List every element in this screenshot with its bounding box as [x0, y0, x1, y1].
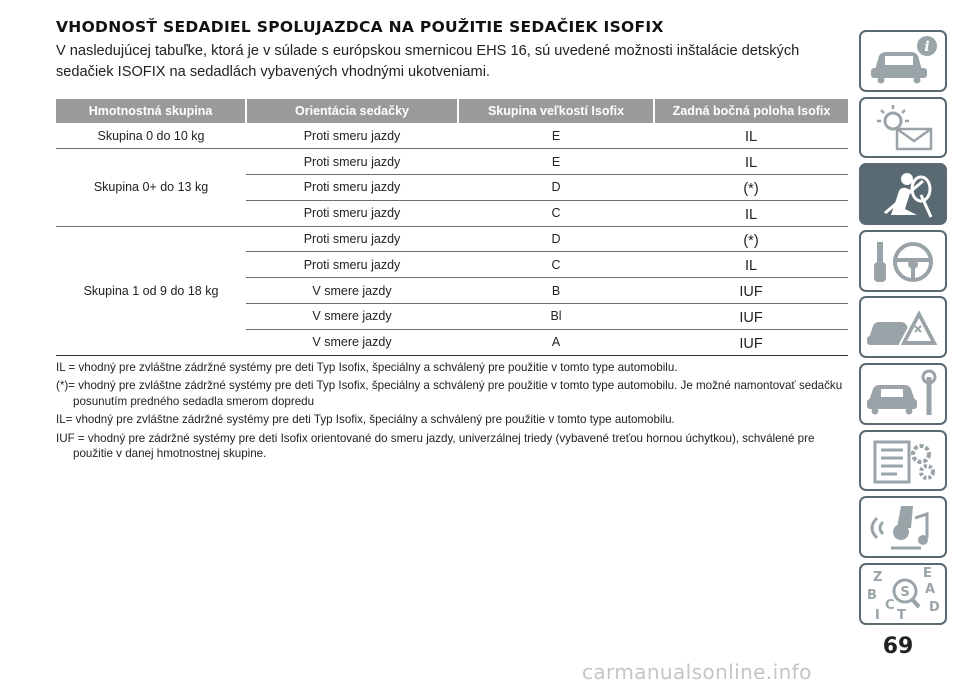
note-il-2 — [56, 412, 848, 427]
size-cell: C — [458, 200, 654, 226]
intro-paragraph: V nasledujúcej tabuľke, ktorá je v súlade s európskou smernicou EHS 16, sú uvedené možnosti inštalácie detských sedačiek ISOFIX na sedadlách vybavených vhodnými ukotveniami. — [56, 43, 800, 80]
tab-starting-driving[interactable] — [859, 230, 947, 292]
note-label: IL = — [56, 360, 79, 374]
weight-group-cell: Skupina 1 od 9 do 18 kg — [56, 226, 246, 355]
position-cell: IUF — [654, 329, 848, 355]
header-weight-group: Hmotnostná skupina — [56, 99, 246, 123]
note-text: vhodný pre zádržné systémy pre deti Isofix orientované do smeru jazdy, univerzálnej triedy (vybavené treťou hornou úchytkou), schválené pre použitie v danej hmotnostnej skupine. — [73, 432, 815, 461]
isofix-table — [56, 99, 848, 356]
note-text: vhodný pre zvláštne zádržné systémy pre deti Typ Isofix, špeciálny a schválený pre použitie v tomto type automobilu. — [78, 360, 678, 374]
orientation-cell: Proti smeru jazdy — [246, 200, 458, 226]
tab-emergency[interactable] — [859, 296, 947, 358]
size-cell: D — [458, 226, 654, 252]
position-cell: IL — [654, 252, 848, 278]
position-cell: IL — [654, 200, 848, 226]
position-cell: (*) — [654, 175, 848, 201]
orientation-cell: Proti smeru jazdy — [246, 123, 458, 149]
tab-maintenance[interactable] — [859, 363, 947, 425]
note-asterisk — [56, 378, 848, 408]
tab-safety[interactable] — [859, 163, 947, 225]
tab-car-info[interactable] — [859, 30, 947, 92]
note-text: vhodný pre zvláštne zádržné systémy pre deti Typ Isofix, špeciálny a schválený pre použitie v tomto type automobilu. — [75, 413, 675, 427]
header-rear-position: Zadná bočná poloha Isofix — [654, 99, 848, 123]
tab-dashboard[interactable] — [859, 97, 947, 159]
index-icon — [861, 565, 945, 623]
watermark: carmanualsonline.info — [582, 660, 812, 684]
table-notes — [56, 360, 848, 462]
index-letter: B — [867, 587, 877, 603]
header-orientation: Orientácia sedačky — [246, 99, 458, 123]
size-cell: E — [458, 123, 654, 149]
index-letter: C — [885, 597, 895, 613]
car-info-icon — [861, 32, 945, 90]
orientation-cell: Proti smeru jazdy — [246, 226, 458, 252]
size-cell: B — [458, 278, 654, 304]
position-cell: IUF — [654, 304, 848, 330]
orientation-cell: Proti smeru jazdy — [246, 149, 458, 175]
orientation-cell: Proti smeru jazdy — [246, 175, 458, 201]
size-cell: Bl — [458, 304, 654, 330]
index-letter: E — [923, 565, 932, 581]
chapter-sidebar — [859, 30, 947, 629]
weight-group-cell: Skupina 0 do 10 kg — [56, 123, 246, 149]
note-label: IUF = — [56, 432, 88, 446]
multimedia-icon — [861, 498, 945, 556]
tab-index[interactable] — [859, 563, 947, 625]
emergency-warning-icon — [861, 298, 945, 356]
car-maintenance-icon — [861, 365, 945, 423]
orientation-cell: V smere jazdy — [246, 304, 458, 330]
header-size-group: Skupina veľkostí Isofix — [458, 99, 654, 123]
technical-data-icon — [861, 432, 945, 490]
size-cell: D — [458, 175, 654, 201]
position-cell: IL — [654, 149, 848, 175]
index-letter: Z — [873, 569, 883, 585]
note-label: IL= — [56, 413, 76, 427]
note-label: (*)= — [56, 379, 79, 393]
index-letter: A — [925, 581, 936, 597]
tab-multimedia[interactable] — [859, 496, 947, 558]
svg-text:S: S — [900, 584, 910, 600]
size-cell: A — [458, 329, 654, 355]
orientation-cell: V smere jazdy — [246, 278, 458, 304]
index-letter: I — [875, 607, 880, 623]
table-row — [56, 123, 848, 149]
position-cell: (*) — [654, 226, 848, 252]
note-text: vhodný pre zvláštne zádržné systémy pre deti Typ Isofix, špeciálny a schválený pre použitie v tomto type automobilu. Je možné namontovať sedačku posunutím predného sedadla smerom dopredu — [73, 379, 843, 408]
table-row — [56, 149, 848, 175]
weight-group-cell: Skupina 0+ do 13 kg — [56, 149, 246, 226]
page-title: VHODNOSŤ SEDADIEL SPOLUJAZDCA NA POUŽITIE SEDAČIEK ISOFIX — [56, 18, 664, 36]
table-row — [56, 226, 848, 252]
note-il — [56, 360, 848, 375]
table-header-row — [56, 99, 848, 123]
orientation-cell: V smere jazdy — [246, 329, 458, 355]
size-cell: C — [458, 252, 654, 278]
note-iuf — [56, 431, 848, 461]
main-content — [56, 16, 848, 465]
position-cell: IUF — [654, 278, 848, 304]
position-cell: IL — [654, 123, 848, 149]
key-steering-wheel-icon — [861, 232, 945, 290]
index-letter: T — [897, 607, 906, 623]
airbag-safety-icon — [861, 165, 945, 223]
tab-technical-data[interactable] — [859, 430, 947, 492]
index-letter: D — [929, 599, 940, 615]
size-cell: E — [458, 149, 654, 175]
svg-text:i: i — [924, 39, 930, 55]
page-number: 69 — [882, 634, 914, 659]
orientation-cell: Proti smeru jazdy — [246, 252, 458, 278]
dashboard-lights-icon — [861, 99, 945, 157]
